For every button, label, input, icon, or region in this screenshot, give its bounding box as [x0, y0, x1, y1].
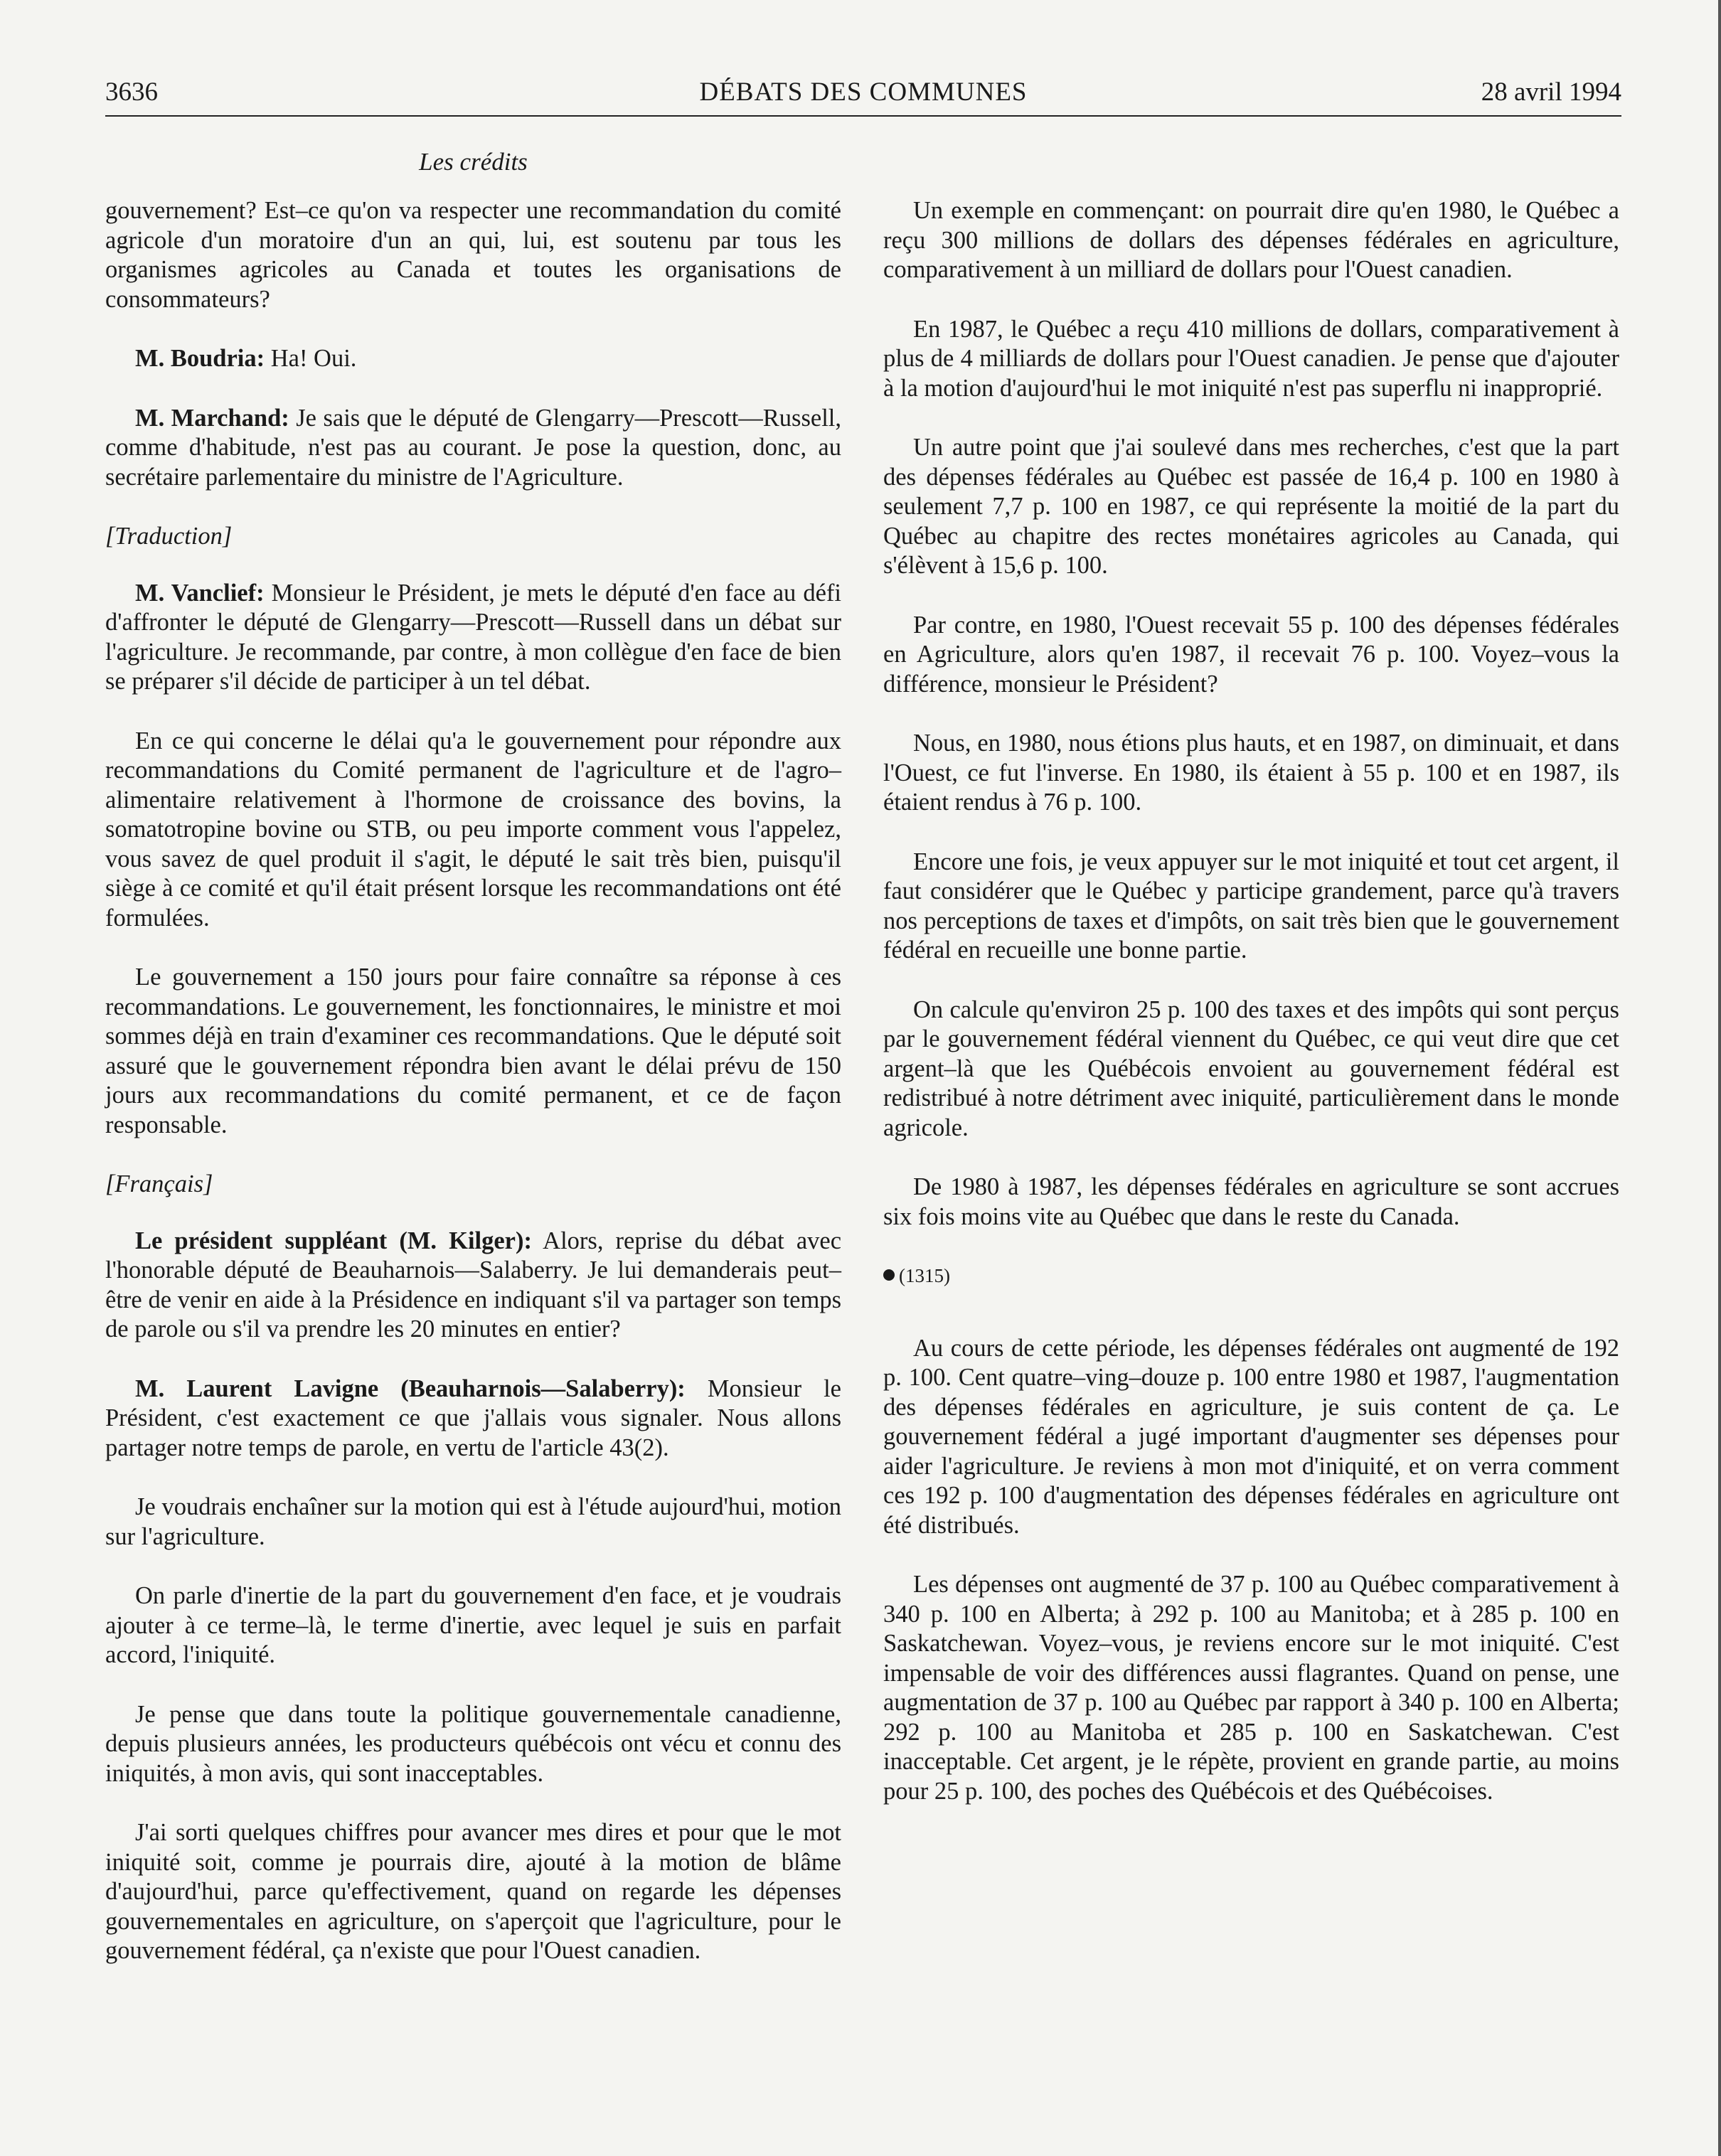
paragraph: Je pense que dans toute la politique gouvernementale canadienne, depuis plusieurs années, les producteurs québécois ont vécu et connu des iniquités, à mon avis, qui sont inacceptables. [105, 1700, 841, 1787]
time-marker [883, 1261, 1619, 1291]
left-column [105, 196, 841, 1996]
paragraph: En 1987, le Québec a reçu 410 millions de dollars, comparativement à plus de 4 milliards de dollars pour l'Ouest canadien. Je pense que d'ajouter à la motion d'aujourd'hui le mot iniquité n'est pas superflu ni inapproprié. [883, 315, 1619, 402]
paragraph: Encore une fois, je veux appuyer sur le mot iniquité et tout cet argent, il faut considérer que le Québec y participe grandement, parce qu'à travers nos perceptions de taxes et d'impôts, on sait très bien que le gouvernement fédéral en recueille une bonne partie. [883, 848, 1619, 964]
speaker-name: M. Boudria: [135, 345, 265, 372]
speech [105, 579, 841, 697]
speech-text: Alors, reprise du débat avec l'honorable député de Beauharnois—Salaberry. Je lui demanderais peut–être de venir en aide à la Présidence en indiquant s'il va partager son temps de parole ou s'il va prendre les 20 minutes en entier? [105, 1227, 842, 1343]
speech-text: Je sais que le député de Glengarry—Prescott—Russell, comme d'habitude, n'est pas au courant. Je pose la question, donc, au secrétaire parlementaire du ministre de l'Agriculture. [105, 404, 841, 491]
speaker-name: M. Marchand: [135, 404, 289, 432]
page-number: 3636 [105, 78, 158, 107]
speaker-name: Le président suppléant (M. Kilger): [135, 1227, 532, 1254]
speech-text: Monsieur le Président, je mets le député d'en face au défi d'affronter le député de Glengarry—Prescott—Russell dans un débat sur l'agriculture. Je recommande, par contre, à mon collègue d'en face de bien se préparer s'il décide de participer à un tel débat. [105, 579, 841, 695]
paragraph: gouvernement? Est–ce qu'on va respecter une recommandation du comité agricole d'un moratoire d'un an qui, lui, est soutenu par tous les organismes agricoles au Canada et toutes les organisations de consommateurs? [105, 197, 841, 313]
hansard-page [105, 70, 1621, 2118]
speech [105, 344, 841, 374]
speech [105, 1227, 841, 1345]
right-column [883, 196, 1619, 1836]
scan-edge [1718, 0, 1721, 2156]
paragraph: Les dépenses ont augmenté de 37 p. 100 au Québec comparativement à 340 p. 100 en Alberta; à 292 p. 100 au Manitoba; et à 285 p. 100 en Saskatchewan. Voyez–vous, je reviens encore sur le mot iniquité. C'est impensable de voir des différences aussi flagrantes. Quand on pense, une augmentation de 37 p. 100 au Québec par rapport à 340 p. 100 en Alberta; 292 p. 100 au Manitoba et 285 p. 100 en Saskatchewan. C'est inacceptable. Cet argent, je le répète, provient en grande partie, au moins pour 25 p. 100, des poches des Québécois et des Québécoises. [883, 1571, 1619, 1805]
speech-text: Monsieur le Président, c'est exactement ce que j'allais vous signaler. Nous allons partager notre temps de parole, en vertu de l'article 43(2). [105, 1375, 841, 1461]
paragraph: Un exemple en commençant: on pourrait dire qu'en 1980, le Québec a reçu 300 millions de dollars des dépenses fédérales en agriculture, comparativement à un milliard de dollars pour l'Ouest canadien. [883, 197, 1619, 283]
paragraph: Le gouvernement a 150 jours pour faire connaître sa réponse à ces recommandations. Le gouvernement, les fonctionnaires, le ministre et moi sommes déjà en train d'examiner ces recommandations. Que le député soit assuré que le gouvernement répondra bien avant le délai prévu de 150 jours aux recommandations du comité permanent, et ce de façon responsable. [105, 964, 841, 1138]
paragraph: De 1980 à 1987, les dépenses fédérales en agriculture se sont accrues six fois moins vite au Québec que dans le reste du Canada. [883, 1173, 1619, 1230]
time-marker-text: (1315) [899, 1265, 950, 1286]
paragraph: En ce qui concerne le délai qu'a le gouvernement pour répondre aux recommandations du Comité permanent de l'agriculture et de l'agro–alimentaire relativement à l'hormone de croissance des bovins, la somatotropine bovine ou STB, ou peu importe comment vous l'appelez, vous savez de quel produit il s'agit, le député le sait très bien, puisqu'il siège à ce comité et qu'il était présent lorsque les recommandations ont été formulées. [105, 727, 841, 932]
bullet-dot-icon [883, 1269, 895, 1281]
paragraph: Un autre point que j'ai soulevé dans mes recherches, c'est que la part des dépenses fédérales au Québec est passée de 16,4 p. 100 en 1980 à seulement 7,7 p. 100 en 1987, ce qui représente la moitié de la part du Québec au chapitre des rectes monétaires agricoles au Canada, qui s'élèvent à 15,6 p. 100. [883, 434, 1619, 579]
paragraph: Au cours de cette période, les dépenses fédérales ont augmenté de 192 p. 100. Cent quatre–ving–douze p. 100 entre 1980 et 1987, l'augmentation des dépenses fédérales en agriculture, je suis content de ça. Le gouvernement fédéral a jugé important d'augmenter ses dépenses pour aider l'agriculture. Je reviens à mon mot d'iniquité, et on verra comment ces 192 p. 100 d'augmentation des dépenses fédérales en agriculture ont été distribués. [883, 1334, 1619, 1539]
speaker-name: M. Laurent Lavigne (Beauharnois—Salaberry): [135, 1375, 686, 1402]
speech [105, 1375, 841, 1463]
publication-title: DÉBATS DES COMMUNES [699, 78, 1028, 107]
publication-date: 28 avril 1994 [1481, 78, 1621, 107]
speech [105, 404, 841, 493]
speech-text: Ha! Oui. [265, 345, 357, 372]
paragraph: Je voudrais enchaîner sur la motion qui est à l'étude aujourd'hui, motion sur l'agriculture. [105, 1493, 841, 1550]
page-header [105, 70, 1621, 117]
paragraph: On parle d'inertie de la part du gouvernement d'en face, et je voudrais ajouter à ce terme–là, le terme d'inertie, avec lequel je suis en parfait accord, l'iniquité. [105, 1582, 841, 1668]
paragraph: Nous, en 1980, nous étions plus hauts, et en 1987, on diminuait, et dans l'Ouest, ce fut l'inverse. En 1980, ils étaient à 55 p. 100 et en 1987, ils étaient rendus à 76 p. 100. [883, 730, 1619, 816]
paragraph: J'ai sorti quelques chiffres pour avancer mes dires et pour que le mot iniquité soit, comme je pourrais dire, ajouté à la motion de blâme d'aujourd'hui, parce qu'effectivement, quand on regarde les dépenses gouvernementales en agriculture, on s'aperçoit que l'agriculture, pour le gouvernement fédéral, ça n'existe que pour l'Ouest canadien. [105, 1819, 841, 1964]
speaker-name: M. Vanclief: [135, 579, 265, 607]
section-title: Les crédits [419, 148, 528, 176]
paragraph: On calcule qu'environ 25 p. 100 des taxes et des impôts qui sont perçus par le gouvernement fédéral viennent du Québec, ce qui veut dire que cet argent–là que les Québécois envoient au gouvernement fédéral est redistribué à notre détriment avec iniquité, particulièrement dans le monde agricole. [883, 996, 1619, 1141]
language-tag: [Traduction] [105, 523, 233, 550]
language-tag: [Français] [105, 1170, 213, 1197]
paragraph: Par contre, en 1980, l'Ouest recevait 55 p. 100 des dépenses fédérales en Agriculture, alors qu'en 1987, il recevait 76 p. 100. Voyez–vous la différence, monsieur le Président? [883, 611, 1619, 698]
